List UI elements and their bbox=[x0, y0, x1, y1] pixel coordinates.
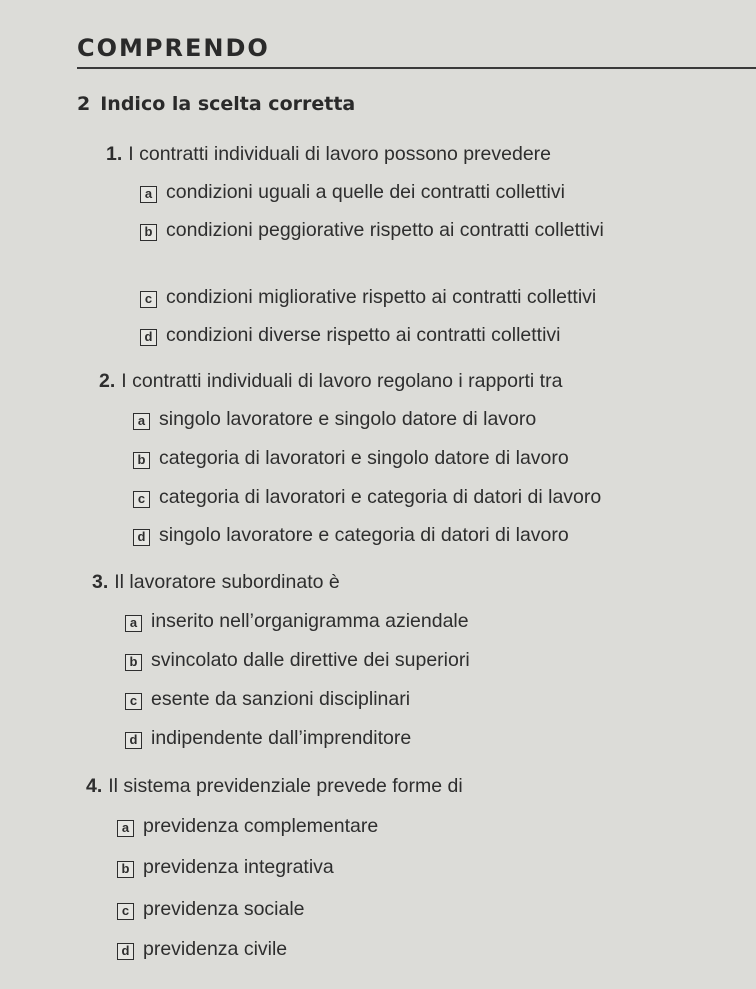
option-text: inserito nell’organigramma aziendale bbox=[151, 610, 469, 632]
option-checkbox[interactable]: a bbox=[133, 413, 150, 430]
exercise-heading bbox=[77, 93, 355, 115]
option-text: singolo lavoratore e singolo datore di lavoro bbox=[159, 408, 537, 430]
option-checkbox[interactable]: d bbox=[117, 943, 134, 960]
option-3d[interactable] bbox=[125, 727, 411, 749]
exercise-title: Indico la scelta corretta bbox=[100, 93, 356, 115]
option-text: previdenza civile bbox=[143, 938, 288, 960]
option-checkbox[interactable]: a bbox=[117, 820, 134, 837]
option-text: condizioni uguali a quelle dei contratti collettivi bbox=[166, 181, 565, 203]
question-number: 1. bbox=[106, 143, 123, 165]
option-checkbox[interactable]: d bbox=[140, 329, 157, 346]
question-number: 4. bbox=[86, 775, 103, 797]
option-text: svincolato dalle direttive dei superiori bbox=[151, 649, 470, 671]
option-1c[interactable] bbox=[140, 286, 596, 308]
option-1d[interactable] bbox=[140, 324, 561, 346]
option-checkbox[interactable]: c bbox=[117, 903, 134, 920]
option-text: categoria di lavoratori e categoria di datori di lavoro bbox=[159, 486, 602, 508]
option-text: singolo lavoratore e categoria di datori di lavoro bbox=[159, 524, 569, 546]
question-4 bbox=[86, 775, 463, 798]
option-text: previdenza complementare bbox=[143, 815, 379, 837]
option-checkbox[interactable]: d bbox=[133, 529, 150, 546]
option-2c[interactable] bbox=[133, 486, 601, 508]
option-2a[interactable] bbox=[133, 408, 536, 430]
option-4d[interactable] bbox=[117, 938, 287, 960]
option-checkbox[interactable]: b bbox=[125, 654, 142, 671]
exercise-number: 2 bbox=[77, 93, 91, 115]
question-text: I contratti individuali di lavoro regolano i rapporti tra bbox=[121, 370, 563, 392]
option-text: previdenza sociale bbox=[143, 898, 305, 920]
question-1 bbox=[106, 143, 551, 166]
section-title: COMPRENDO bbox=[77, 34, 270, 62]
option-2d[interactable] bbox=[133, 524, 569, 546]
option-checkbox[interactable]: b bbox=[140, 224, 157, 241]
option-text: esente da sanzioni disciplinari bbox=[151, 688, 411, 710]
option-checkbox[interactable]: c bbox=[133, 491, 150, 508]
option-checkbox[interactable]: a bbox=[140, 186, 157, 203]
option-text: previdenza integrativa bbox=[143, 856, 334, 878]
option-text: condizioni peggiorative rispetto ai contratti collettivi bbox=[166, 219, 604, 241]
option-checkbox[interactable]: c bbox=[125, 693, 142, 710]
option-3a[interactable] bbox=[125, 610, 469, 632]
question-2 bbox=[99, 370, 562, 393]
question-text: I contratti individuali di lavoro possono prevedere bbox=[128, 143, 552, 165]
question-3 bbox=[92, 571, 340, 594]
option-4a[interactable] bbox=[117, 815, 378, 837]
option-text: condizioni migliorative rispetto ai contratti collettivi bbox=[166, 286, 597, 308]
option-4b[interactable] bbox=[117, 856, 334, 878]
option-text: indipendente dall’imprenditore bbox=[151, 727, 412, 749]
question-text: Il sistema previdenziale prevede forme di bbox=[108, 775, 463, 797]
option-2b[interactable] bbox=[133, 447, 569, 469]
option-3b[interactable] bbox=[125, 649, 470, 671]
question-number: 2. bbox=[99, 370, 116, 392]
option-1a[interactable] bbox=[140, 181, 565, 203]
option-3c[interactable] bbox=[125, 688, 410, 710]
option-checkbox[interactable]: c bbox=[140, 291, 157, 308]
option-text: categoria di lavoratori e singolo datore di lavoro bbox=[159, 447, 569, 469]
question-text: Il lavoratore subordinato è bbox=[114, 571, 340, 593]
option-checkbox[interactable]: b bbox=[117, 861, 134, 878]
option-checkbox[interactable]: b bbox=[133, 452, 150, 469]
option-checkbox[interactable]: d bbox=[125, 732, 142, 749]
option-4c[interactable] bbox=[117, 898, 305, 920]
option-text: condizioni diverse rispetto ai contratti collettivi bbox=[166, 324, 561, 346]
option-checkbox[interactable]: a bbox=[125, 615, 142, 632]
option-1b[interactable] bbox=[140, 219, 646, 241]
question-number: 3. bbox=[92, 571, 109, 593]
title-divider bbox=[77, 67, 756, 69]
